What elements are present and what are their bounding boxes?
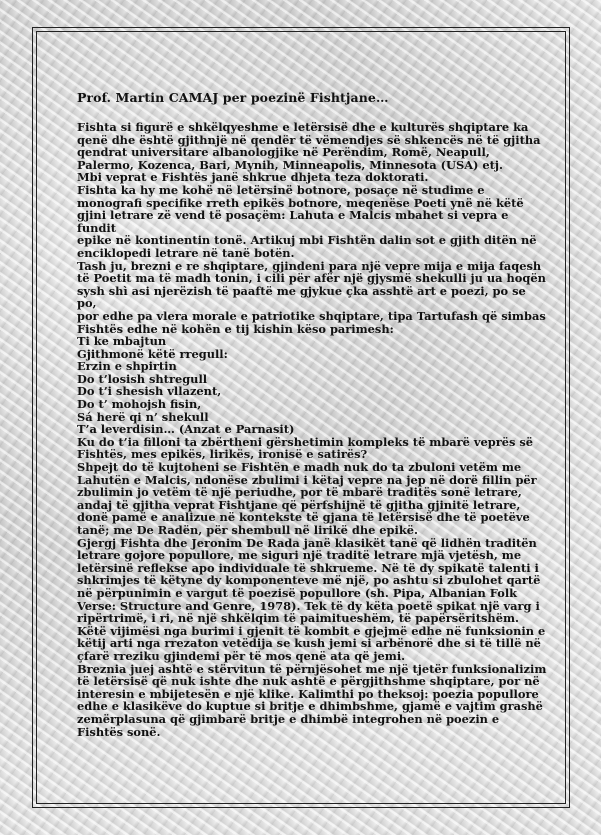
- document-title: Prof. Martin CAMAJ per poezinë Fishtjane…: [77, 90, 389, 105]
- document-content: [77, 90, 547, 738]
- document-body: Fishta si figurë e shkëlqyeshme e letërsisë dhe e kulturës shqiptare ka qenë dhe është gjithnjë në qendër të vëmendjes së shkencës në të gjitha qendrat universitare albanologjike në Perëndim, Romë, Neapull, Palermo, Kozenca, Bari, Mynih, Minneapolis, Minnesota (USA) etj. Mbi veprat e Fishtës janë shkrue dhjeta teza doktorati. Fishta ka hy me kohë në letërsinë botnore, posaçe në studime e monografi specifike rreth epikës botnore, meqenëse Poeti ynë në këtë gjini letrare zë vend të posaçëm: Lahuta e Malcis mbahet si vepra e fundit epike në kontinentin tonë. Artikuj mbi Fishtën dalin sot e gjith ditën në enciklopedi letrare në tanë botën. Tash ju, brezni e re shqiptare, gjindeni para një vepre mija e mija faqesh të Poetit ma të madh tonin, i cili për afër një gjysmë shekulli ju ua hoqën sysh shì asi njerëzish të paaftë me gjykue çka asshtë art e poezi, po se po, por edhe pa vlera morale e patriotike shqiptare, tipa Tartufash që simbas Fishtës edhe në kohën e tij kishin këso parimesh: Ti ke mbajtun Gjithmonë këtë rregull: Erzin e shpirtin Do t’losish shtregull Do t’i shesish vllazent, Do t’ mohojsh fisin, Sá herë qi n’ shekull T’a leverdisin… (Anzat e Parnasit) Ku do t’ia filloni ta zbërtheni gërshetimin kompleks të mbarë veprës së Fishtës, mes epikës, lirikës, ironisë e satirës? Shpejt do të kujtoheni se Fishtën e madh nuk do ta zbuloni vetëm me Lahutën e Malcis, ndonëse zbulimi i këtaj vepre na jep në dorë fillin për zbulimin jo vetëm të një periudhe, por të mbarë traditës sonë letrare, andaj të gjitha veprat Fishtjane që përfshijnë të gjitha gjinitë letrare, donë pamë e analizue në kontekste të gjana të letërsisë dhe të poetëve tanë; me De Radën, për shembull në lirikë dhe epikë. Gjergj Fishta dhe Jeronim De Rada janë klasikët tanë që lidhën traditën letrare gojore popullore, me siguri një traditë letrare mjä vjetësh, me letërsinë reflekse apo individuale të shkrueme. Në të dy spikatë talenti i shkrimjes të këtyne dy komponenteve më një, po ashtu si zbulohet qartë në përpunimin e vargut të poezisë popullore (sh. Pipa, Albanian Folk Verse: Structure and Genre, 1978). Tek të dy këta poetë spikat një varg i ripërtrimë, i ri, në një shkëlqim të paimitueshëm, të papërsëritshëm. Këtë vijimësi nga burimi i gjenit të kombit e gjejmë edhe në funksionin e këtij arti nga rrezaton vetëdija se kush jemi si arbënorë dhe si të tillë në çfarë rreziku gjindemi për të mos qenë ata që jemi. Breznia juej ashtë e stërvitun të përnjësohet me një tjetër funksionalizim të letërsisë që nuk ishte dhe nuk ashtë e përgjithshme shqiptare, por në interesin e mbijetesën e një klike. Kalimthi po theksoj: poezia popullore edhe e klasikëve do kuptue si britje e dhimbshme, gjamë e vajtim grashë zemërplasuna që gjimbarë britje e dhimbë integrohen në poezin e Fishtës sonë.: [77, 120, 547, 739]
